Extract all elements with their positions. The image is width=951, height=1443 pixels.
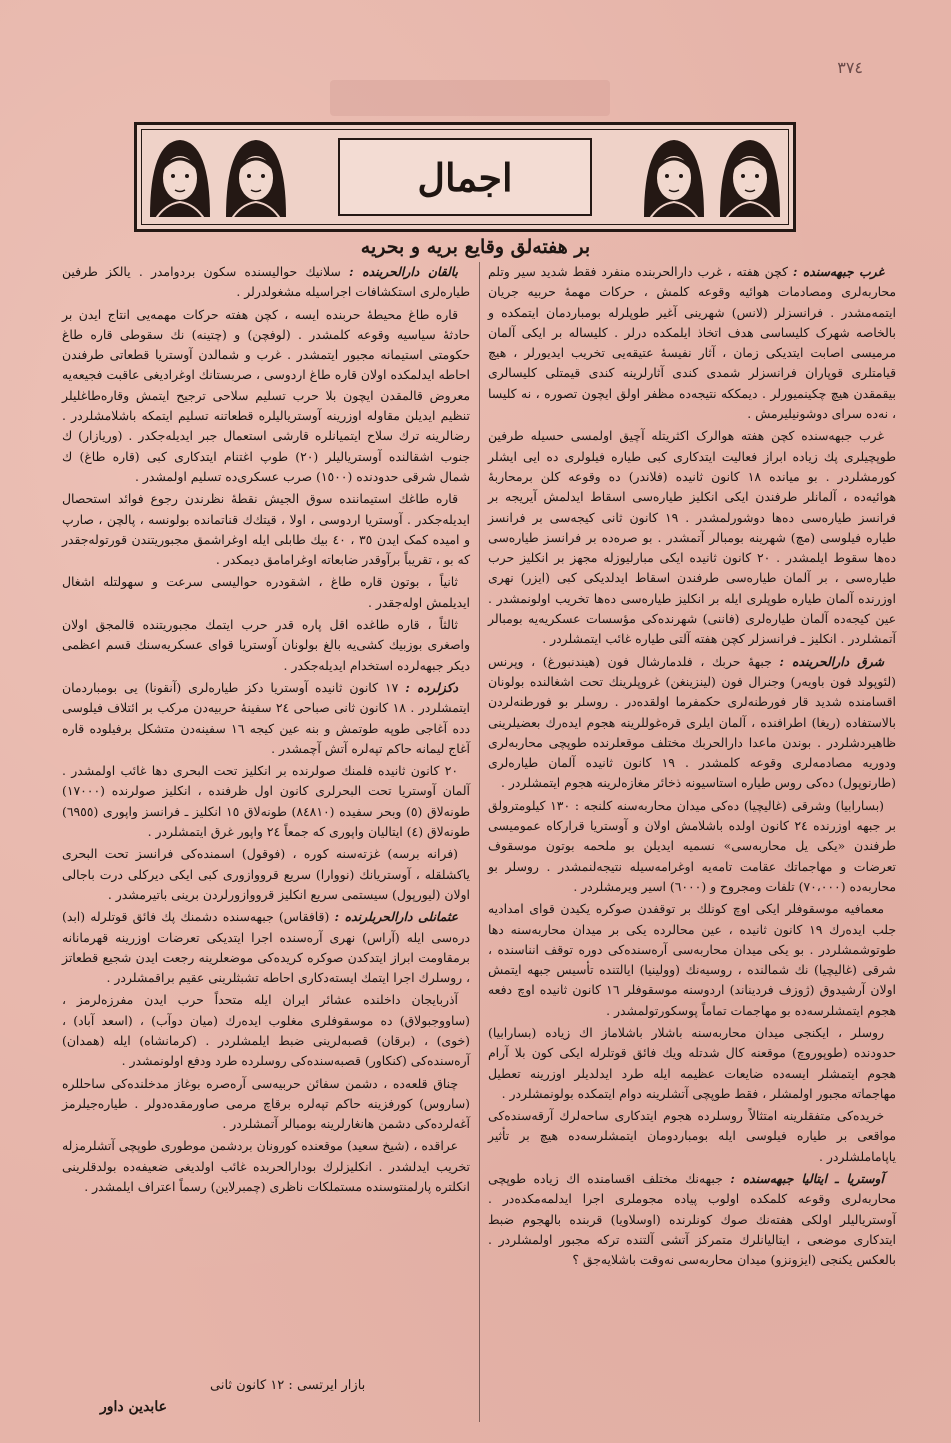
paragraph-heading: غرب جبهه‌سنده :	[792, 264, 884, 279]
article-paragraph	[62, 990, 470, 1071]
banner-title-frame	[338, 138, 592, 216]
paragraph-text: عراقده ، (شیخ سعید) موقعنده کورونان بردشمن موطوری طوپچی آتشلرمزله تخریب ایدلشدر . انکلیزلرك بودارالحربده غائب اولدیغی ضعیفه‌ده بولدقلرینی انکلتره پارلمنتوسنده مستملکات ناظری (چمبرلاین) رسماً اعتراف ایلمشدر .	[62, 1138, 470, 1195]
article-paragraph	[62, 1074, 470, 1135]
article-paragraph	[62, 572, 470, 613]
article-paragraph	[488, 652, 896, 794]
paragraph-text: سلانیك حوالیسنده سکون بردوامدر . یالکز طرفین طیاره‌لری استکشافات اجراسیله مشغولدرلر .	[62, 264, 470, 300]
right-ornament-group	[639, 132, 785, 222]
paragraph-heading: شرق دارالحربنده :	[779, 653, 884, 669]
article-paragraph	[62, 489, 470, 570]
article-paragraph	[62, 761, 470, 842]
bleed-through-smudge	[330, 80, 610, 116]
paragraph-text: ٢٠ کانون ثانیده فلمنك صولرنده بر انکلیز تحت البحری دها غائب اولمشدر . آلمان آوستریا تحت البحرلری کانون اول ظرفنده ، انکلیز صولرنده (١٧٠٠٠) طونه‌لاق (٥) وبحر سفیده (٨٤٨١٠) طونه‌لاق ١٥ انکلیز ـ فرانسز واپوری (٦٩٥٥) طونه‌لاق (٤) ایتالیان واپوری که جمعاً ٢٤ واپور غرق ایتمشلردر .	[62, 763, 470, 840]
article-paragraph	[488, 1169, 896, 1270]
article-paragraph	[62, 262, 470, 303]
article-paragraph	[488, 426, 896, 649]
paragraph-text: (فرانه برسه) غزته‌سنه کوره ، (فوقول) اسمنده‌کی فرانسز تحت البحری یاکشلقله ، آوستریانك (نووارا) سریع قرووازوری کبی ایکی دیرکلی درت باجالی اولان (لیورپول) سیستمی سریع انکلیز قرووازورلردن برینی باتیرمشدر .	[62, 846, 470, 902]
paragraph-text: چناق قلعه‌ده ، دشمن سفائن حربیه‌سی آره‌صره بوغاز مدخلنده‌کی ساحللره (ساروس) کورفزینه حاکم تپه‌لره برقاچ مرمی صاورمقده‌دولر . طیاره‌جیلرمز آغه‌لرده‌کی دشمن هانغارلرینه بومبالر آتمشلردر .	[62, 1075, 470, 1132]
section-subtitle: بر هفته‌لق وقایع بریه و بحریه	[360, 236, 591, 258]
ornamental-face-icon	[145, 132, 215, 222]
ornamental-face-icon	[221, 132, 291, 222]
right-column	[488, 262, 896, 1422]
article-paragraph	[62, 844, 470, 905]
paragraph-text: قاره طاغك استیماننده سوق الجیش نقطهٔ نظرندن رجوع فوائد استحصال ایدیله‌جکدر . آوستریا اردوسی ، اولا ، قیتك‌ك قناتمانده بولونسه ، پالچن ، صارپ و امیده کمک ایدن ٣٥ ، ٤٠ بیك طابلی ایله اوغراشمق مجبوریتندن قورتوله‌جقدر که بو ، تقریباً برآوقدر ضابعاته اوغرامامق دیمکدر .	[62, 491, 470, 568]
author-signature: عابدین داور	[100, 1399, 167, 1415]
left-column	[62, 262, 470, 1422]
article-paragraph	[488, 1106, 896, 1167]
paragraph-heading: آوستریا ـ ایتالیا جبهه‌سنده :	[730, 1171, 884, 1187]
article-paragraph	[488, 1023, 896, 1104]
paragraph-text: (قافقاس) جبهه‌سنده دشمنك پك فائق قوتلرله (ابد) دره‌سی ایله (آراس) نهری آره‌سنده اجرا ایتدیکی تعرضات اوزرینه قهرمانانه برمقاومت ابراز ایتدکدن صوکره کریده‌کی موضعلرینه رجعت ایدن شجیع قطعاتز ، روسلرك اجرا ایتمك ایسته‌دکاری احاطه تشبثلرینی عقیم براقمشلردر .	[62, 909, 470, 986]
header-banner	[134, 122, 796, 232]
paragraph-text: آذربایجان داخلنده عشائر ایران ایله متحداً حرب ایدن مفرزه‌لرمز ، (ساووجبولاق) ده موسقوفلری مغلوب ایده‌رك (میان دوآب) ، (اسعد آباد) ، (خوی) ، (برقان) قصبه‌لرینی ضبط ایلمشلردر . (کرمانشاه) ایله (همدان) آره‌سنده‌کی (کنکاور) قصبه‌سنده‌کی روسلرده طرد ودفع اولونمشدر .	[62, 992, 470, 1069]
article-columns	[62, 262, 896, 1422]
column-divider	[479, 262, 480, 1422]
article-paragraph	[62, 678, 470, 759]
paragraph-text: روسلر ، ایکنجی میدان محاربه‌سنه باشلار باشلاماز اك زیاده (بسارابیا) حدودنده (طوپوروچ) موقعنه کال شدتله ویك فائق قوتلرله ایکی کون بلا آرام هجوم ایتمشلر ایسه‌ده ضایعات عظیمه ایله طرد ایدلدیلر اوزرینه تعطیل مهاجماته مجبور اولمشلر ، فقط طوپچی آتشلرینه دوام ایتمکده بولونمشلردر .	[488, 1024, 896, 1101]
paragraph-text: جبههٔ حربك ، فلدمارشال فون (هیندنبورغ) ، وپرنس (لئوپولد فون باویه‌ر) وجنرال فون (لینزینغن) غروپلرینك تحت اشغالنده بولونان اقسامنده شدید قار فورطنه‌لری حکمفرما اولقده‌در . روسلر بو فورطنه‌لردن بالاستفاده (ریغا) اطرافنده ، آلمان ایلری قره‌غوللرینه هجوم ایده‌رك بعضیلرینی ظاهیردشلردر . بوندن ماعدا دارالحربك مختلف موقعلرنده طوپچی محاربه‌لری ودوریه مصادمه‌لری وقوعه کلمشدر . ١٩ کانون ثانیده آلمان طیاره‌لری (طارنوپول) ده‌کی روس طیاره استاسیونه ذخائر مغازه‌لرینه هجوم ایتمشلردر .	[488, 653, 896, 791]
article-paragraph	[488, 262, 896, 424]
dateline: بازار ایرتسی : ١٢ کانون ثانی	[210, 1378, 366, 1393]
paragraph-text: جبهه‌نك مختلف اقسامنده اك زیاده طوپچی محاربه‌لری وقوعه کلمکده اولوب پیاده مجوملری اجرا ایدلمه‌مکده‌در . آوستریالیلر اولکی هفته‌نك صوك کونلرنده (اوسلاویا) قربنده بالهجوم ضبط ایتدکاری موضعی ، ایتالیانلرك متمرکز آتشی آلتنده ترکه مجبور اولمشلردر . بالعکس یکنجی (ایزونزو) میدان محاربه‌سی نه‌وقت باشلایه‌جق ؟	[488, 1171, 896, 1268]
article-paragraph	[488, 899, 896, 1021]
paragraph-text: غرب جبهه‌سنده کچن هفته هوالرک اکثریتله آچیق اولمسی حسیله طرفین طوپچیلری پك زیاده ابراز فعالیت ایتدکاری کبی طیاره فیلولری ده ایی ایشلر کورمشلردر . بو میانده ١٨ کانون ثانیده (فلاندر) ده وقوعه کلن برمحاربهٔ هوائیه‌ده ، آلمانلر طرفندن ایکی انکلیز طیاره‌سی اسقاط ایدلمش آیریجه بر فرانسز طیاره‌سی ده‌ها دوشورلمشدر . ١٩ کانون ثانی کیجه‌سی بر فرانسز طیاره فیلوسی (مچ) شهرینه بومبالر آتمشدر . بو صره‌ده بر فرانسز طیاره‌سی ده‌ها سقوط ایلمشدر . ٢٠ کانون ثانیده ایکی مبارلیوزله مجهز بر انکلیز حرب طیاره‌سی ، بر آلمان طیاره‌سی طرفندن اسقاط ایدلدیکی کبی (ایزر) نهری اوزرنده آلمان طیاره طوپلری ایله بر انکلیز طیاره‌سی ده‌ها تخریب اولونمشدر . عین کیجه‌ده آلمان طیاره‌لری (فاننی) شهرنده‌کی مؤسسات عسکریه‌یه بومبالر آتمشلردر . انکلیز ـ فرانسزلر کچن هفته آلتی طیاره غائب ایتمشلردر .	[488, 428, 896, 647]
paragraph-heading: عثمانلی دارالحربلرنده :	[334, 909, 458, 925]
article-paragraph	[488, 796, 896, 897]
article-paragraph	[62, 615, 470, 676]
paragraph-text: (بسارابیا) وشرقی (غالیچیا) ده‌کی میدان محاربه‌سنه کلنجه : ١٣٠ کیلومترولق بر جبهه اوزرنده ٢٤ کانون اولده باشلامش اولان و آوستریا قرارکاه عمومیسی طرفندن «یکی یل محاربه‌سی» نسمیه ایدیلن بو ملحمه بوتون موسقوف تعرضات و مهاجماتك عقامت تامه‌یه اوغرامه‌سیله نتیجه‌لنمشدر . روسلر بو محاربه‌ده (٧٠،٠٠٠) تلفات ومجروح و (٦٠٠٠) اسیر ویرمشلردر .	[488, 797, 896, 894]
ornamental-face-icon	[639, 132, 709, 222]
paragraph-text: ١٧ کانون ثانیده آوستریا دکز طیاره‌لری (آنقونا) یی بومباردمان ایتمشلردر . ١٨ کانون ثانی صباحی ٢٤ سفینهٔ حربیه‌دن مرکب بر ائتلاف فیلوسی دده آغاجی طوپه طوتمش و بنه عین کیجه ١٦ سفینه‌دن متشکل برفیلوده قاره آغاج لیمانه حاکم تپه‌لره آتش آچمشدر .	[62, 679, 470, 756]
article-paragraph	[62, 305, 470, 488]
paragraph-text: معمافیه موسقوفلر ایکی اوچ کونلك بر توقفدن صوکره یکیدن قوای امدادیه جلب ایده‌رك ١٩ کانون ثانیده ، عین محالرده یکی بر میدان محاربه‌سنه دها طوتوشمشلردر . بو یکی میدان محاربه‌سی آره‌سنده‌کی دوره توقف انناسنده ، شرقی (غالیچیا) نك شمالنده ، روسیه‌نك (وولینیا) ایالتنده تأسیس جبهه ایتمش اولان آرشیدوق (ژوزف فردیناند) اردوسنه موسقوفلر ١٦ کانون ثانیده اوچ دفعه هجوم ایتمشلرسه‌ده بو مهاجمات تماماً پوسکورتولمشدر .	[488, 901, 896, 1018]
page-title: اجمال	[417, 154, 513, 200]
page-number: ٣٧٤	[837, 58, 863, 77]
article-paragraph	[62, 907, 470, 988]
left-ornament-group	[145, 132, 291, 222]
paragraph-text: خریده‌کی متفقلرینه امتثالاً روسلرده هجوم ایتدکاری ساحه‌لرك آرقه‌سنده‌کی مواقعی بر طیاره فیلوسی ایله بومباردومان ایتمشلرسه‌ده هیچ بر تأثیر یاپاماملشلردر .	[488, 1108, 896, 1164]
paragraph-text: ثانیاً ، بوتون قاره طاغ ، اشقودره حوالیسی سرعت و سهولتله اشغال ایدیلمش اوله‌جقدر .	[62, 574, 470, 610]
paragraph-heading: بالقان دارالحربنده :	[348, 264, 458, 279]
paragraph-text: کچن هفته ، غرب دارالحربنده منفرد فقط شدید سیر وتلم محاربه‌لری ومصادمات هوائیه وقوعه کلمش ، حرکات مهمهٔ حربیه جریان ایتمه‌مشدر . فرانسزلر (لانس) شهرینی آغیر طوپلرله بومباردمان ایتمکده و بالخاصه شهرک کلیساسی هدف اتخاذ ایلمکده درلر . کلیساله بر ایکی آلمان مرمیسی اصابت ایتدیکی زمان ، آثار نفیسهٔ عتیقه‌یی تخریب ایدیورلر ، هیچ قیامتلری قوپاران فرانسزلر شمدی کندی آثارلرینه کندی قیمتلی کلیسالری بیقمقدن هیچ چکینمیورلر . دیمککه نتیجه‌ده مظفر اولق ایچون تصوره ، نه کلیسا ، نه‌ده سرای دوشونیلیرمش .	[488, 264, 896, 422]
ornamental-face-icon	[715, 132, 785, 222]
paragraph-heading: دکزلرده :	[405, 679, 458, 695]
paragraph-text: قاره طاغ محیطهٔ حربنده ایسه ، کچن هفته حرکات مهمه‌یی انتاج ایدن بر حادثهٔ سیاسیه وقوعه کلمشدر . (لوفچن) و (چتینه) نك سقوطی قاره طاغ حکومتی استیمانه مجبور ایتمشدر . غرب و شمالدن آوستریا قطعاتی طرفندن احاطه ایدلمکده اولان قاره طاغ اردوسی ، صربستانك اوغرادیغی عاقبت فجیعه‌یه معروض قالمقدن ایچون بلا حرب تسلیم سلاحی ترجیح ایتمش وقاره‌طاغلیلر تنظیم ایدیلن مقاوله اوزرینه آوستریالیلره قطعاتنه تسلیم ایتمکه باشلامشلردر . رضالرینه ترك سلاح ایتمیانلره قارشی استعمال جبر ایدیله‌جکدر . (وریازار) ك جنوب اشقالنده آوستریالیلر (٢٠) طوپ اغتنام ایتدکاری کبی (قاره طاغ) ك شمال شرقی حدودنده (١٥٠٠) صرب عسکری‌ده تسلیم اولمشدر .	[62, 306, 470, 484]
article-paragraph	[62, 1136, 470, 1197]
paragraph-text: ثالثاً ، قاره طاغده اقل پاره قدر حرب ایتمك مجبوریتنده قالمجق اولان واصغری بوزبیك کشی‌یه بالغ بولونان آوستریا قوای عسکریه‌سنك قسم اعظمی دیکر جبهه‌لرده استخدام ایدیله‌جکدر .	[62, 617, 470, 673]
